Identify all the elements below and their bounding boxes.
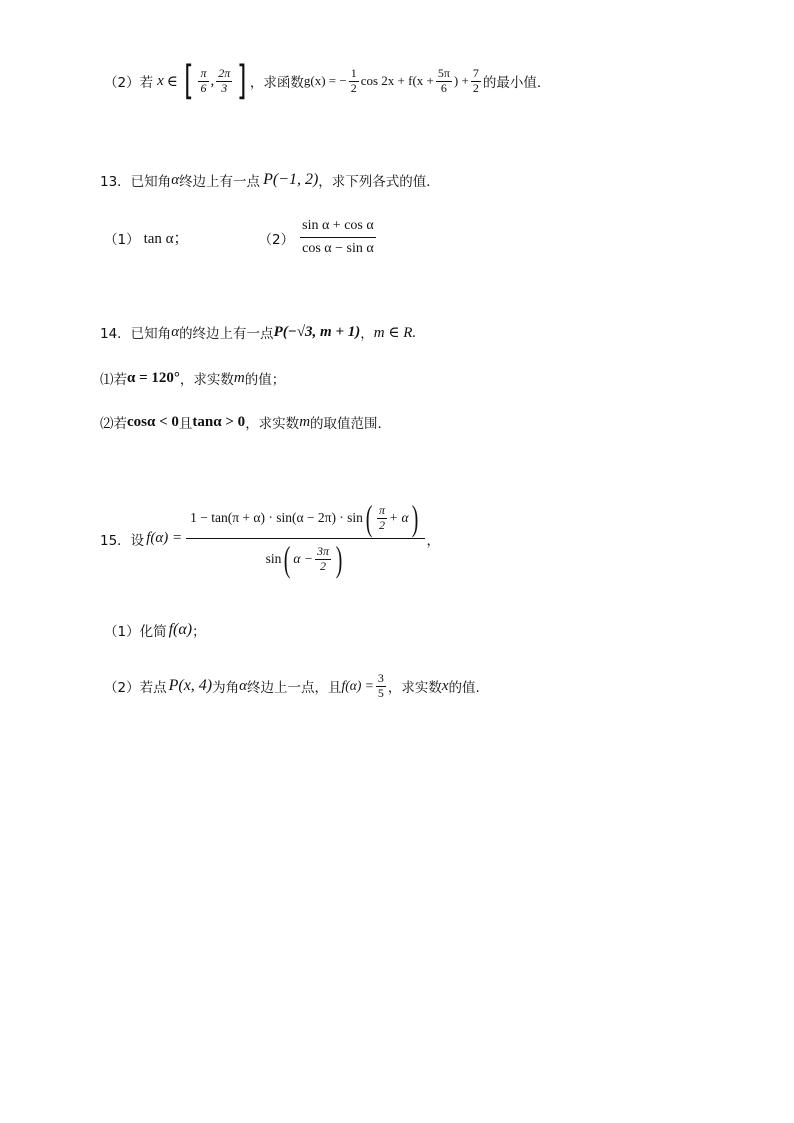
q15-stem: 15．设 f(α) = 1 − tan(π + α) · sin(α − 2π) · sin ( $\frac{\pi}{2}$ + α ) sin ( α − $\frac{3\pi}{2}$ ) ， [100,498,441,579]
right-bracket: ] [237,58,247,104]
var-x: x [157,72,164,89]
q13-point: P(−1, 2) [263,171,319,188]
q13-parts [104,218,378,257]
var-x: x [441,677,449,694]
q13-p1-label: （1） [104,231,140,248]
q15-p1-expr: f(α) [168,621,193,638]
const-frac: $\frac{7}{2}$ [472,65,479,95]
q14-p2-cond2: tanα > 0 [192,413,246,430]
var-alpha: α [171,171,180,188]
q15-numerator: 1 − tan(π + α) · sin(α − 2π) · sin ( $\frac{\pi}{2}$ + α ) [186,500,424,539]
var-alpha: α [171,323,180,340]
left-bracket: [ [183,58,194,104]
q15-p2-point: P(x, 4) [168,677,213,695]
coef-half: $\frac{1}{2}$ [350,65,357,95]
q14-p1-eq: α = 120° [127,369,180,386]
interval-right: $\frac{2\pi}{3}$ [218,65,231,95]
var-alpha: α [239,677,247,694]
q12-tail: 的最小值． [482,75,551,91]
g-lhs: g(x) = − [303,73,347,88]
q12-text-mid: ，求函数 [249,75,304,91]
q14-stem: 14．已知角 α 的终边上有一点 P(−√3, m + 1) ， m ∈ R. [100,323,417,342]
q13-p1-expr: tan α； [143,231,189,248]
q15-p2-val: $\frac{3}{5}$ [377,671,384,700]
q12-part2-label: （2）若 [104,75,154,91]
var-m: m [233,369,245,386]
q15-main-frac [186,500,424,577]
q15-lhs: f(α) = [146,530,183,546]
q14-p2: ⑵若 cosα < 0 且 tanα > 0 ，求实数 m 的取值范围． [100,413,392,432]
shift-frac: $\frac{5\pi}{6}$ [437,65,450,95]
q15-denominator: sin ( α − $\frac{3\pi}{2}$ ) [265,539,343,579]
after-shift: ) + [453,73,469,88]
q13-p2-label: （2） [258,231,295,248]
q13-p2-frac: $\frac{\text{sin α + cos α}}{\text{cos α − sin α}}$ [302,218,374,257]
cos-term: cos 2x + f(x + [360,73,434,88]
q15-p1: （1）化简 f(α) ； [104,621,206,640]
q12-part2: （2）若 x ∈ [ $\frac{\pi}{6}$ , $\frac{2\pi}{3}$ ] ，求函数 g(x) = − $\frac{1}{2}$ cos 2x + f(x + $\frac{5\pi}{6}$ ) + $\frac{7}{2}$ 的最小值． [104,58,551,104]
interval-left: $\frac{\pi}{6}$ [200,65,207,95]
q14-point: P(−√3, m + 1) [273,323,361,340]
var-m: m [299,413,311,430]
element-of: ∈ [166,73,178,90]
q14-p2-cond1: cosα < 0 [127,413,179,430]
q14-p1: ⑴若 α = 120° ，求实数 m 的值； [100,369,286,388]
q15-p2: （2）若点 P(x, 4) 为角 α 终边上一点，且 f(α) = $\frac{3}{5}$ ，求实数 x 的值. [104,671,480,700]
q14-cond: m ∈ R. [373,324,417,341]
q13-stem: 13．已知角 α 终边上有一点 P(−1, 2) ，求下列各式的值． [100,171,440,190]
q15-p2-f: f(α) = [341,678,374,694]
